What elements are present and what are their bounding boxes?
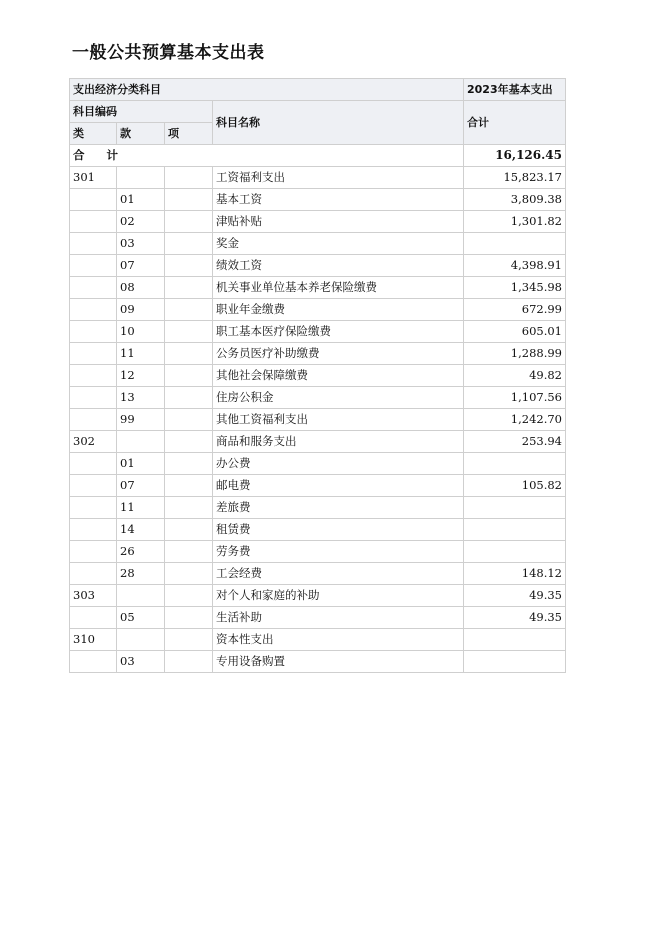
kuan-cell: 01 — [117, 453, 165, 475]
category-group-header: 支出经济分类科目 — [70, 79, 464, 101]
amount-cell: 49.35 — [464, 607, 566, 629]
name-cell: 职业年金缴费 — [213, 299, 464, 321]
lei-cell — [70, 189, 117, 211]
amount-cell: 1,288.99 — [464, 343, 566, 365]
lei-cell — [70, 277, 117, 299]
lei-cell — [70, 299, 117, 321]
table-row — [70, 431, 566, 453]
xiang-cell — [165, 365, 213, 387]
xiang-cell — [165, 519, 213, 541]
xiang-cell — [165, 387, 213, 409]
budget-table — [69, 78, 566, 673]
lei-cell — [70, 343, 117, 365]
amount-cell: 49.35 — [464, 585, 566, 607]
kuan-cell: 99 — [117, 409, 165, 431]
xiang-cell — [165, 343, 213, 365]
lei-cell — [70, 519, 117, 541]
xiang-cell — [165, 541, 213, 563]
kuan-cell: 10 — [117, 321, 165, 343]
name-cell: 津贴补贴 — [213, 211, 464, 233]
name-cell: 邮电费 — [213, 475, 464, 497]
table-row — [70, 167, 566, 189]
lei-cell: 303 — [70, 585, 117, 607]
kuan-header: 款 — [117, 123, 165, 145]
kuan-cell — [117, 167, 165, 189]
xiang-cell — [165, 607, 213, 629]
xiang-cell — [165, 233, 213, 255]
table-row — [70, 585, 566, 607]
table-row — [70, 629, 566, 651]
amount-cell: 15,823.17 — [464, 167, 566, 189]
name-cell: 绩效工资 — [213, 255, 464, 277]
total-label — [70, 145, 464, 167]
year-column-header: 2023年基本支出 — [464, 79, 566, 101]
total-label-left: 合 — [73, 148, 85, 162]
name-column-header: 科目名称 — [213, 101, 464, 145]
lei-cell — [70, 651, 117, 673]
amount-cell: 105.82 — [464, 475, 566, 497]
total-amount: 16,126.45 — [464, 145, 566, 167]
name-cell: 对个人和家庭的补助 — [213, 585, 464, 607]
lei-cell — [70, 563, 117, 585]
name-cell: 办公费 — [213, 453, 464, 475]
table-row — [70, 365, 566, 387]
lei-cell: 310 — [70, 629, 117, 651]
table-row — [70, 651, 566, 673]
xiang-cell — [165, 189, 213, 211]
amount-cell — [464, 629, 566, 651]
header-row-1 — [70, 79, 566, 101]
amount-cell: 1,242.70 — [464, 409, 566, 431]
xiang-cell — [165, 211, 213, 233]
total-row — [70, 145, 566, 167]
xiang-header: 项 — [165, 123, 213, 145]
table-row — [70, 607, 566, 629]
lei-cell — [70, 541, 117, 563]
kuan-cell: 12 — [117, 365, 165, 387]
xiang-cell — [165, 497, 213, 519]
name-cell: 差旅费 — [213, 497, 464, 519]
table-row — [70, 563, 566, 585]
lei-cell — [70, 321, 117, 343]
code-group-header: 科目编码 — [70, 101, 213, 123]
xiang-cell — [165, 585, 213, 607]
kuan-cell: 02 — [117, 211, 165, 233]
amount-cell — [464, 497, 566, 519]
xiang-cell — [165, 453, 213, 475]
total-label-right: 计 — [106, 148, 118, 162]
table-row — [70, 497, 566, 519]
kuan-cell: 05 — [117, 607, 165, 629]
xiang-cell — [165, 321, 213, 343]
name-cell: 住房公积金 — [213, 387, 464, 409]
amount-cell: 1,301.82 — [464, 211, 566, 233]
xiang-cell — [165, 299, 213, 321]
lei-cell — [70, 365, 117, 387]
name-cell: 生活补助 — [213, 607, 464, 629]
table-row — [70, 189, 566, 211]
table-row — [70, 387, 566, 409]
kuan-cell: 13 — [117, 387, 165, 409]
lei-cell — [70, 497, 117, 519]
name-cell: 职工基本医疗保险缴费 — [213, 321, 464, 343]
kuan-cell: 03 — [117, 651, 165, 673]
kuan-cell — [117, 431, 165, 453]
lei-cell — [70, 255, 117, 277]
lei-cell: 302 — [70, 431, 117, 453]
table-row — [70, 343, 566, 365]
amount-cell — [464, 541, 566, 563]
xiang-cell — [165, 255, 213, 277]
name-cell: 工会经费 — [213, 563, 464, 585]
total-column-header: 合计 — [464, 101, 566, 145]
name-cell: 基本工资 — [213, 189, 464, 211]
amount-cell: 49.82 — [464, 365, 566, 387]
kuan-cell — [117, 585, 165, 607]
amount-cell — [464, 233, 566, 255]
table-row — [70, 541, 566, 563]
name-cell: 劳务费 — [213, 541, 464, 563]
lei-header: 类 — [70, 123, 117, 145]
name-cell: 工资福利支出 — [213, 167, 464, 189]
amount-cell — [464, 651, 566, 673]
kuan-cell: 08 — [117, 277, 165, 299]
name-cell: 公务员医疗补助缴费 — [213, 343, 464, 365]
lei-cell — [70, 453, 117, 475]
name-cell: 其他社会保障缴费 — [213, 365, 464, 387]
name-cell: 资本性支出 — [213, 629, 464, 651]
amount-cell — [464, 453, 566, 475]
xiang-cell — [165, 475, 213, 497]
amount-cell: 672.99 — [464, 299, 566, 321]
kuan-cell: 11 — [117, 497, 165, 519]
name-cell: 商品和服务支出 — [213, 431, 464, 453]
name-cell: 机关事业单位基本养老保险缴费 — [213, 277, 464, 299]
lei-cell — [70, 387, 117, 409]
kuan-cell: 11 — [117, 343, 165, 365]
table-row — [70, 453, 566, 475]
table-row — [70, 321, 566, 343]
lei-cell — [70, 607, 117, 629]
kuan-cell: 07 — [117, 475, 165, 497]
lei-cell: 301 — [70, 167, 117, 189]
table-row — [70, 277, 566, 299]
lei-cell — [70, 409, 117, 431]
xiang-cell — [165, 563, 213, 585]
name-cell: 其他工资福利支出 — [213, 409, 464, 431]
table-row — [70, 299, 566, 321]
table-row — [70, 519, 566, 541]
amount-cell: 605.01 — [464, 321, 566, 343]
kuan-cell: 01 — [117, 189, 165, 211]
table-row — [70, 233, 566, 255]
table-row — [70, 409, 566, 431]
table-row — [70, 211, 566, 233]
kuan-cell: 03 — [117, 233, 165, 255]
amount-cell — [464, 519, 566, 541]
kuan-cell: 09 — [117, 299, 165, 321]
amount-cell: 253.94 — [464, 431, 566, 453]
lei-cell — [70, 233, 117, 255]
page-title: 一般公共预算基本支出表 — [72, 43, 265, 63]
xiang-cell — [165, 629, 213, 651]
xiang-cell — [165, 167, 213, 189]
lei-cell — [70, 211, 117, 233]
amount-cell: 1,345.98 — [464, 277, 566, 299]
xiang-cell — [165, 651, 213, 673]
kuan-cell: 26 — [117, 541, 165, 563]
lei-cell — [70, 475, 117, 497]
amount-cell: 1,107.56 — [464, 387, 566, 409]
xiang-cell — [165, 409, 213, 431]
amount-cell: 148.12 — [464, 563, 566, 585]
kuan-cell: 28 — [117, 563, 165, 585]
name-cell: 专用设备购置 — [213, 651, 464, 673]
amount-cell: 4,398.91 — [464, 255, 566, 277]
kuan-cell: 07 — [117, 255, 165, 277]
kuan-cell: 14 — [117, 519, 165, 541]
name-cell: 租赁费 — [213, 519, 464, 541]
table-row — [70, 255, 566, 277]
name-cell: 奖金 — [213, 233, 464, 255]
kuan-cell — [117, 629, 165, 651]
xiang-cell — [165, 277, 213, 299]
header-row-2 — [70, 101, 566, 123]
table-row — [70, 475, 566, 497]
xiang-cell — [165, 431, 213, 453]
amount-cell: 3,809.38 — [464, 189, 566, 211]
